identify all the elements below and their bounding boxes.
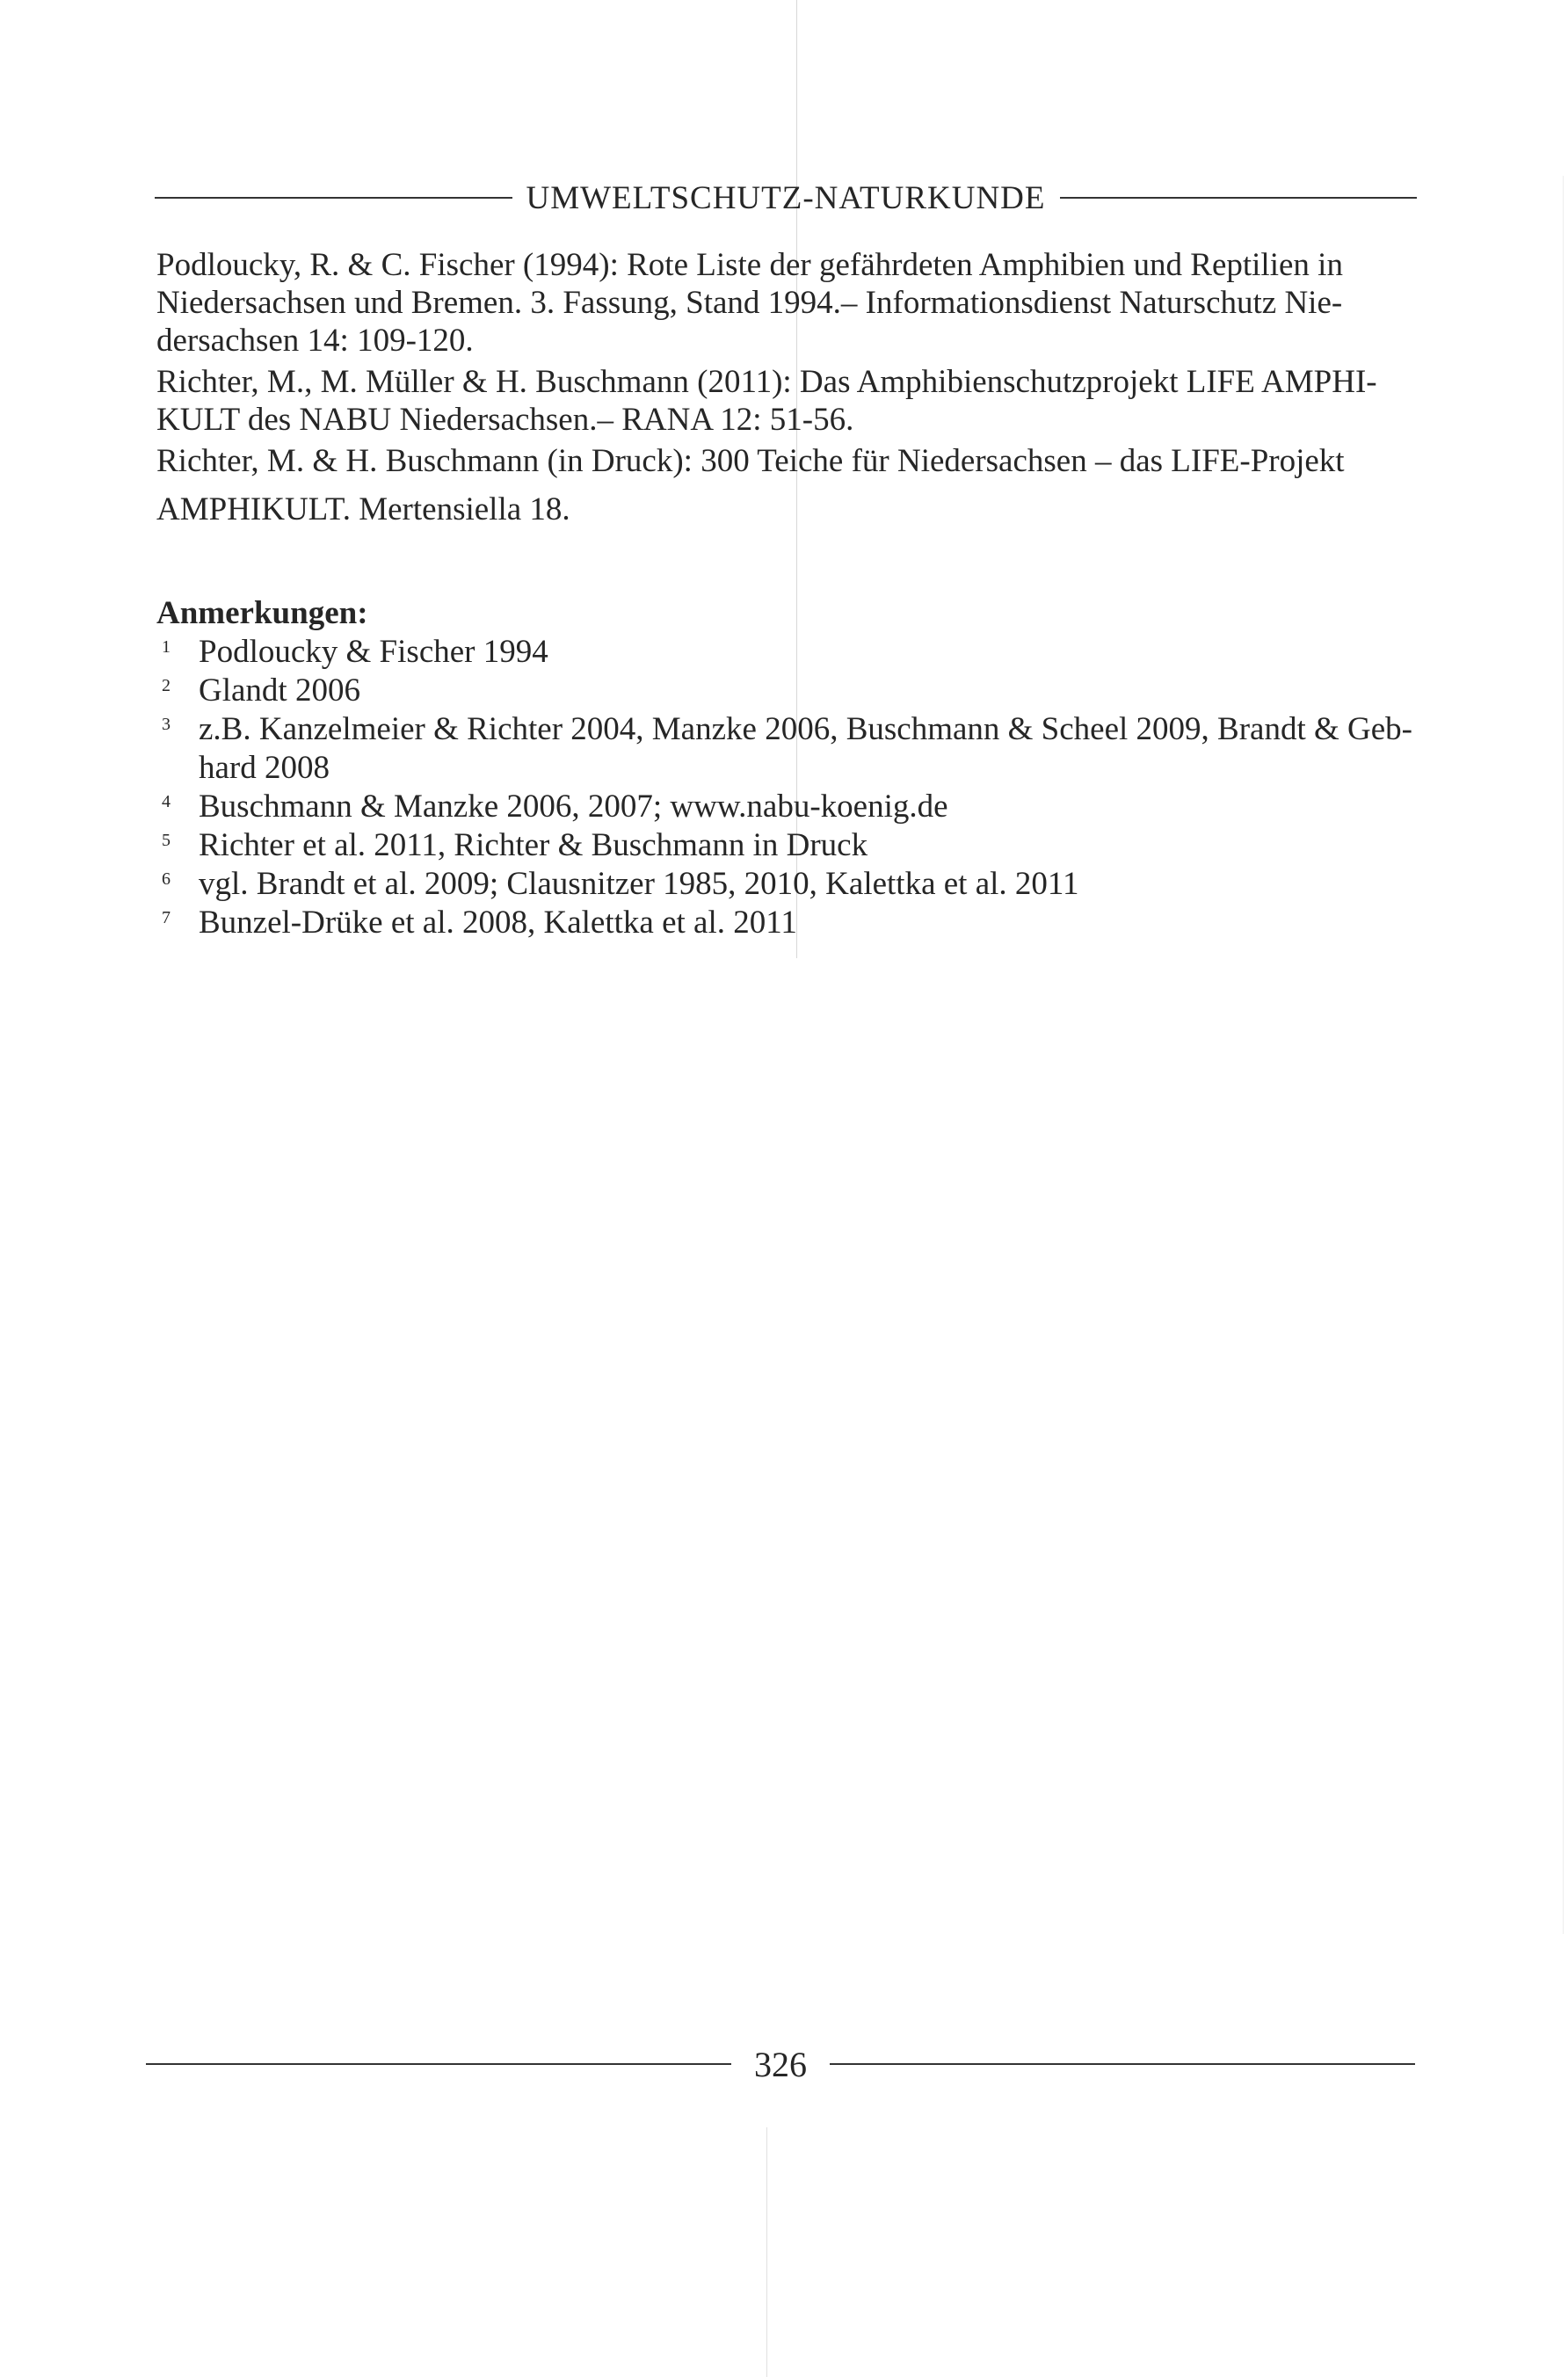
note-text: z.B. Kanzelmeier & Richter 2004, Manzke 2006, Buschmann & Scheel 2009, Brandt & Geb- [199, 711, 1412, 747]
note-text: Podloucky & Fischer 1994 [199, 634, 548, 670]
header-rule-left [155, 197, 512, 199]
note-item [156, 826, 1417, 865]
header-rule-right [1060, 197, 1418, 199]
reference-entry [156, 363, 1417, 439]
note-number: 3 [162, 715, 171, 734]
note-text: Glandt 2006 [199, 672, 360, 709]
reference-line: KULT des NABU Niedersachsen.– RANA 12: 51-56. [156, 402, 854, 438]
note-number: 5 [162, 831, 171, 850]
reference-line: Richter, M., M. Müller & H. Buschmann (2011): Das Amphibienschutzprojekt LIFE AMPHI- [156, 364, 1377, 400]
running-header [155, 174, 1417, 222]
reference-line: Niedersachsen und Bremen. 3. Fassung, Stand 1994.– Informationsdienst Naturschutz Nie- [156, 285, 1343, 321]
note-item [156, 788, 1417, 826]
note-number: 2 [162, 676, 171, 695]
note-item [156, 904, 1417, 942]
note-text: hard 2008 [199, 750, 330, 786]
note-number: 6 [162, 869, 171, 889]
note-item [156, 710, 1417, 788]
scan-artifact-line [1563, 176, 1564, 1934]
reference-list [156, 246, 1417, 532]
footer-rule-right [830, 2063, 1415, 2065]
reference-line: dersachsen 14: 109-120. [156, 323, 474, 359]
note-item [156, 865, 1417, 904]
reference-line: Richter, M. & H. Buschmann (in Druck): 300 Teiche für Niedersachsen – das LIFE-Projekt [156, 443, 1345, 479]
page-number: 326 [754, 2044, 807, 2084]
reference-line: AMPHIKULT. Mertensiella 18. [156, 491, 570, 527]
reference-line: Podloucky, R. & C. Fischer (1994): Rote Liste der gefährdeten Amphibien und Reptilien in [156, 247, 1343, 283]
reference-entry [156, 246, 1417, 360]
note-text: vgl. Brandt et al. 2009; Clausnitzer 1985, 2010, Kalettka et al. 2011 [199, 866, 1079, 902]
note-text: Richter et al. 2011, Richter & Buschmann in Druck [199, 827, 868, 863]
note-text: Buschmann & Manzke 2006, 2007; www.nabu-koenig.de [199, 789, 948, 825]
page-footer [146, 2038, 1415, 2090]
header-title: UMWELTSCHUTZ-NATURKUNDE [526, 179, 1046, 216]
notes-list [156, 633, 1417, 942]
note-item [156, 672, 1417, 710]
reference-entry [156, 442, 1417, 528]
note-number: 4 [162, 792, 171, 811]
note-item [156, 633, 1417, 672]
note-number: 7 [162, 908, 171, 927]
note-number: 1 [162, 637, 171, 657]
footer-rule-left [146, 2063, 731, 2065]
scan-artifact-line [766, 2127, 767, 2377]
note-text: Bunzel-Drüke et al. 2008, Kalettka et al. 2011 [199, 905, 797, 941]
notes-heading: Anmerkungen: [156, 595, 368, 631]
